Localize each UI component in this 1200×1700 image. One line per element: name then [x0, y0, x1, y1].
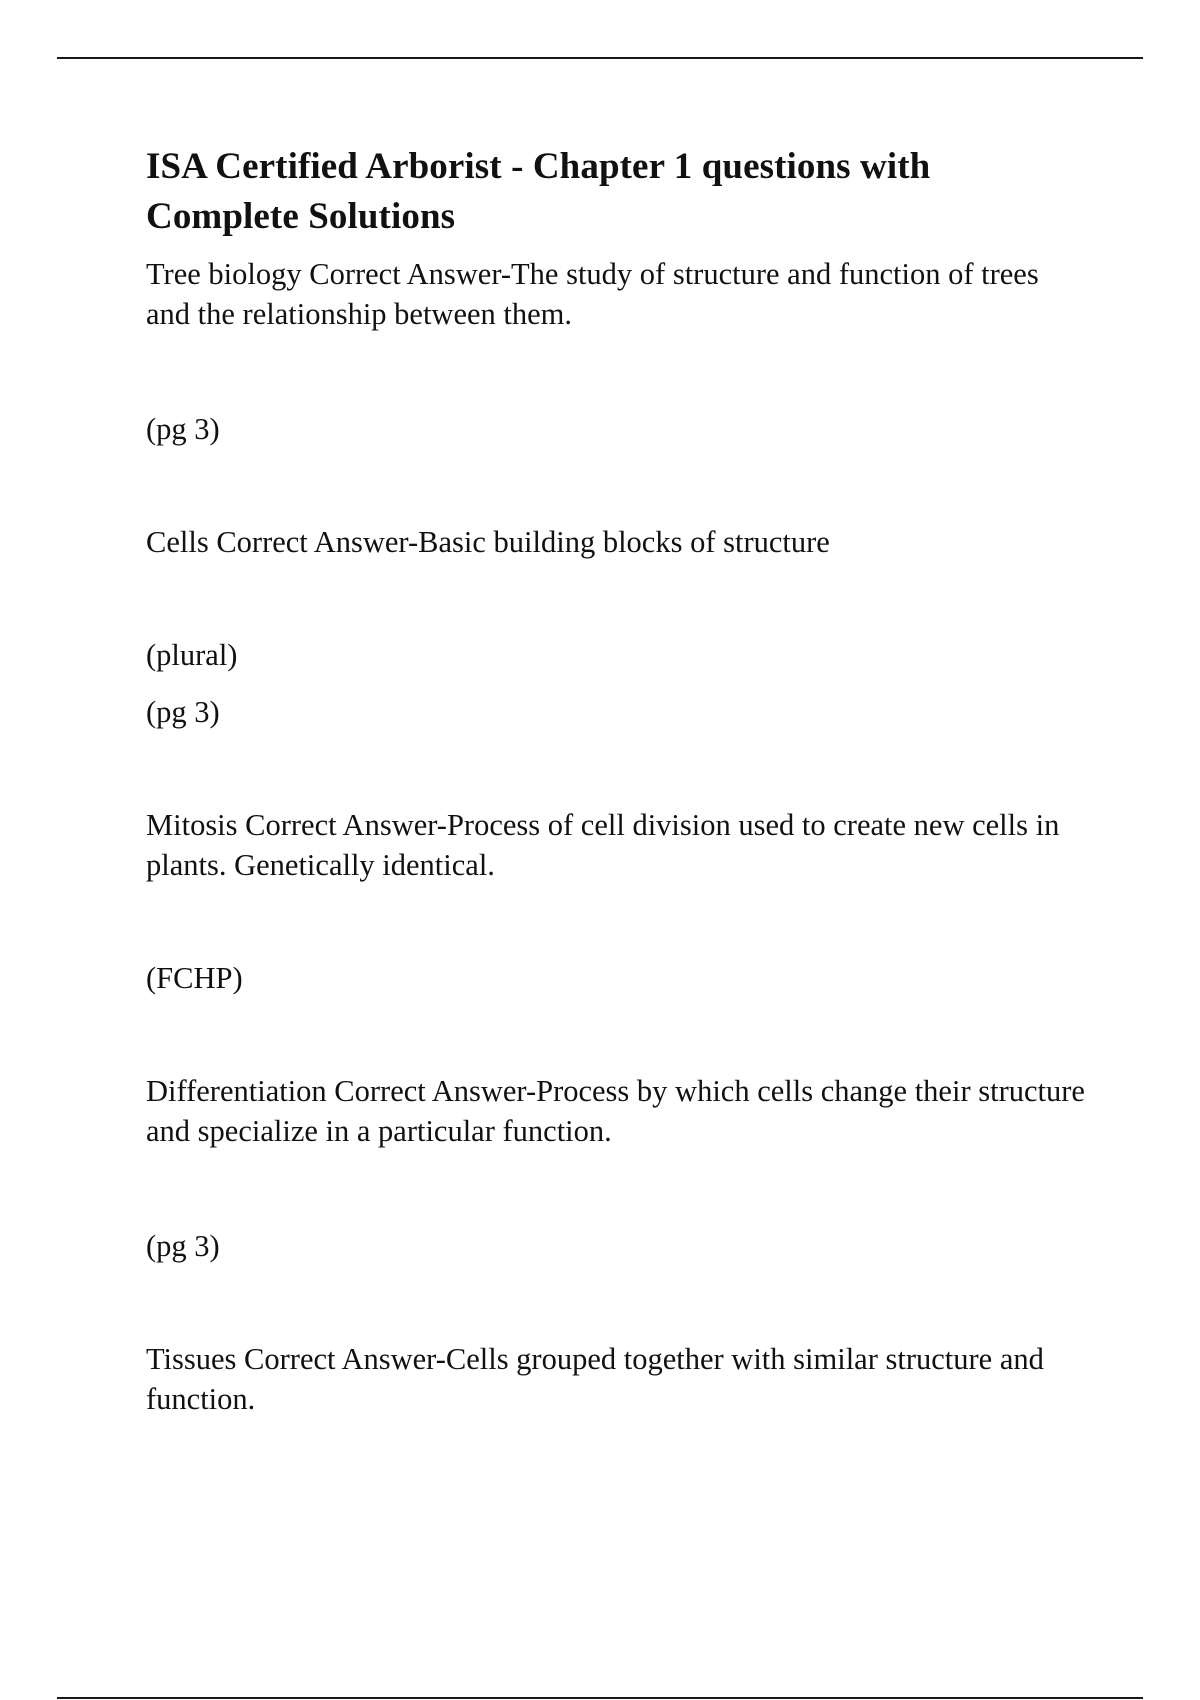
entry-differentiation: Differentiation Correct Answer-Process by which cells change their structure and specialize in a particular function. — [146, 1074, 1085, 1148]
bottom-divider — [57, 1697, 1143, 1699]
entry-fchp-note: (FCHP) — [146, 961, 243, 995]
document-body — [146, 142, 1086, 1419]
entry-page-ref: (pg 3) — [146, 412, 220, 446]
entry-tissues: Tissues Correct Answer-Cells grouped together with similar structure and function. — [146, 1342, 1044, 1416]
entry-page-ref: (pg 3) — [146, 695, 220, 729]
entry-page-ref: (pg 3) — [146, 1229, 220, 1263]
entry-plural-note: (plural) — [146, 638, 238, 672]
entry-tree-biology: Tree biology Correct Answer-The study of structure and function of trees and the relationship between them. — [146, 257, 1039, 331]
document-title: ISA Certified Arborist - Chapter 1 questions with Complete Solutions — [146, 146, 931, 237]
entry-mitosis: Mitosis Correct Answer-Process of cell division used to create new cells in plants. Genetically identical. — [146, 808, 1060, 882]
entry-cells: Cells Correct Answer-Basic building blocks of structure — [146, 525, 830, 559]
top-divider — [57, 57, 1143, 59]
